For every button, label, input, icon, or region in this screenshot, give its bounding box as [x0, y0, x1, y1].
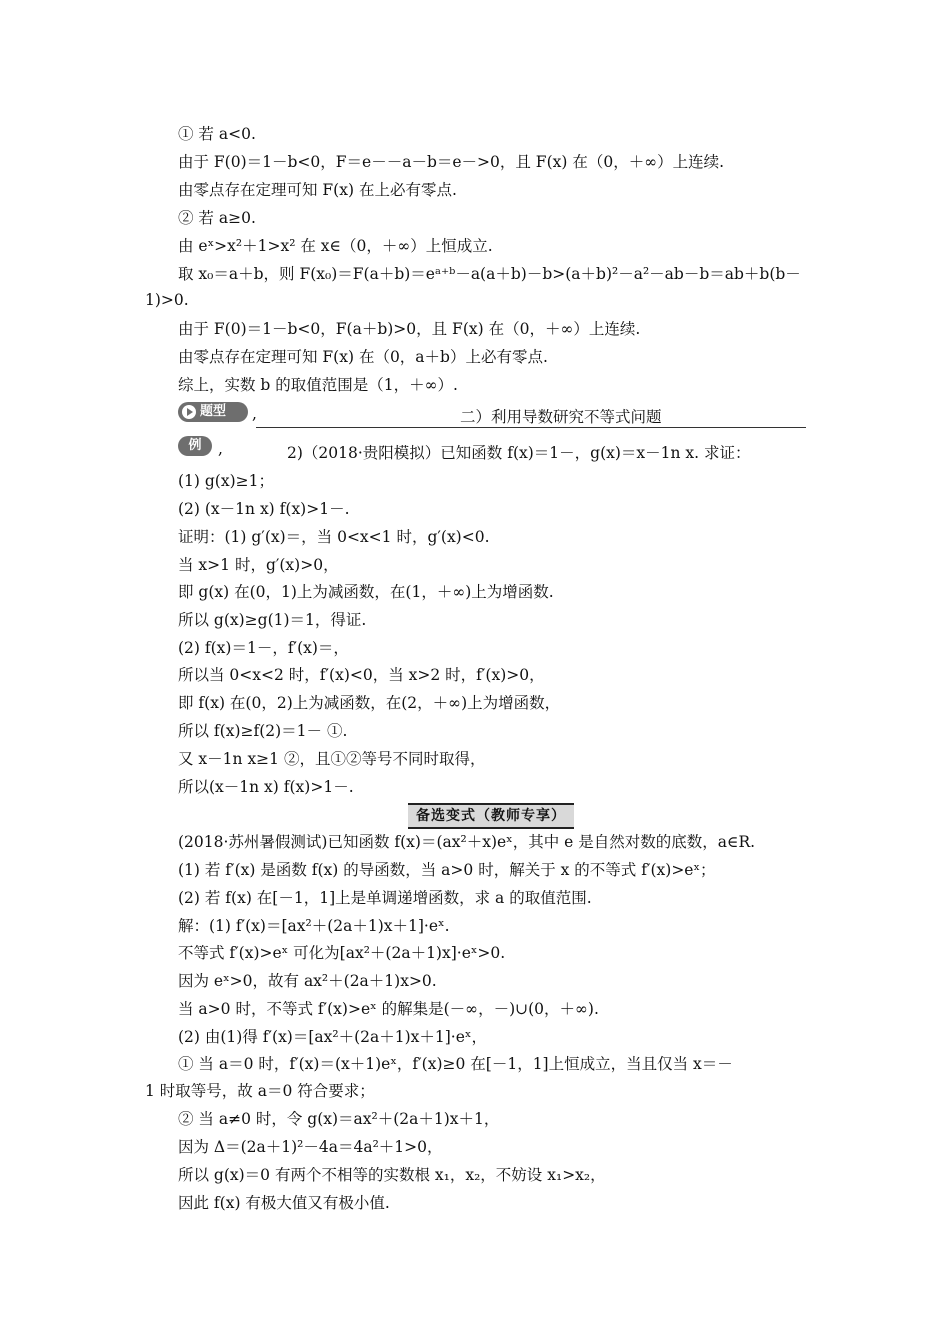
section-rule — [256, 427, 806, 428]
text-line: 所以当 0<x<2 时，f′(x)<0，当 x>2 时，f′(x)>0， — [178, 666, 545, 684]
text-line: 1 时取等号，故 a＝0 符合要求； — [145, 1082, 375, 1100]
text-line: 由于 F(0)＝1－b<0，F(a＋b)>0，且 F(x) 在（0，＋∞）上连续. — [178, 320, 641, 338]
text-line: (1) g(x)≥1； — [178, 472, 274, 490]
text-line: 又 x－1n x≥1 ②，且①②等号不同时取得， — [178, 750, 486, 768]
text-line: 1)>0. — [145, 291, 189, 309]
text-line: 综上，实数 b 的取值范围是（1，＋∞）. — [178, 376, 458, 394]
example-statement: 2)（2018·贵阳模拟）已知函数 f(x)＝1－，g(x)＝x－1n x. 求证： — [287, 444, 751, 462]
text-line: 所以 g(x)＝0 有两个不相等的实数根 x₁，x₂，不妨设 x₁>x₂， — [178, 1166, 606, 1184]
text-line: (2) 若 f(x) 在[－1，1]上是单调递增函数，求 a 的取值范围. — [178, 889, 592, 907]
example-tag: 例 — [178, 436, 212, 456]
tag-comma: , — [252, 405, 257, 423]
section-title: 二）利用导数研究不等式问题 — [460, 408, 662, 426]
topic-tag: 题型 — [178, 402, 248, 422]
text-line: 不等式 f′(x)>eˣ 可化为[ax²＋(2a＋1)x]·eˣ>0. — [178, 944, 506, 962]
play-icon — [182, 405, 196, 419]
variant-box-title: 备选变式（教师专享） — [408, 803, 574, 829]
text-line: 解：(1) f′(x)＝[ax²＋(2a＋1)x＋1]·eˣ. — [178, 917, 450, 935]
text-line: 所以(x－1n x) f(x)>1－. — [178, 778, 354, 796]
text-line: (2) f(x)＝1－，f′(x)＝， — [178, 639, 349, 657]
text-line: 由零点存在定理可知 F(x) 在（0，a＋b）上必有零点. — [178, 348, 548, 366]
text-line: 即 g(x) 在(0，1)上为减函数，在(1，＋∞)上为增函数. — [178, 583, 554, 601]
text-line: (1) 若 f′(x) 是函数 f(x) 的导函数，当 a>0 时，解关于 x 的不等式 f′(x)>eˣ； — [178, 861, 716, 879]
text-line: (2018·苏州暑假测试)已知函数 f(x)＝(ax²＋x)eˣ，其中 e 是自然对数的底数，a∈R. — [178, 833, 756, 851]
text-line: 所以 g(x)≥g(1)＝1，得证. — [178, 611, 367, 629]
text-line: 所以 f(x)≥f(2)＝1－ ①. — [178, 722, 348, 740]
text-line: 当 a>0 时，不等式 f′(x)>eˣ 的解集是(－∞，－)∪(0，＋∞). — [178, 1000, 599, 1018]
text-line: 即 f(x) 在(0，2)上为减函数，在(2，＋∞)上为增函数， — [178, 694, 561, 712]
text-line: (2) 由(1)得 f′(x)＝[ax²＋(2a＋1)x＋1]·eˣ， — [178, 1028, 487, 1046]
example-comma: , — [218, 440, 223, 458]
text-line: 由 eˣ>x²＋1>x² 在 x∈（0，＋∞）上恒成立. — [178, 237, 493, 255]
text-line: 因此 f(x) 有极大值又有极小值. — [178, 1194, 390, 1212]
text-line: 由于 F(0)＝1－b<0，F＝e－－a－b＝e－>0，且 F(x) 在（0，＋∞）上连续. — [178, 153, 725, 171]
text-line: ② 若 a≥0. — [178, 209, 256, 227]
text-line: 证明：(1) g′(x)＝，当 0<x<1 时，g′(x)<0. — [178, 528, 490, 546]
text-line: ② 当 a≠0 时，令 g(x)＝ax²＋(2a＋1)x＋1， — [178, 1110, 500, 1128]
text-line: ① 若 a<0. — [178, 125, 256, 143]
text-line: ① 当 a＝0 时，f′(x)＝(x＋1)eˣ，f′(x)≥0 在[－1，1]上恒成立，当且仅当 x＝－ — [178, 1055, 733, 1073]
text-line: 因为 eˣ>0，故有 ax²＋(2a＋1)x>0. — [178, 972, 437, 990]
text-line: 由零点存在定理可知 F(x) 在上必有零点. — [178, 181, 457, 199]
text-line: (2) (x－1n x) f(x)>1－. — [178, 500, 350, 518]
text-line: 因为 Δ＝(2a＋1)²－4a＝4a²＋1>0， — [178, 1138, 443, 1156]
text-line: 取 x₀＝a＋b，则 F(x₀)＝F(a＋b)＝eᵃ⁺ᵇ－a(a＋b)－b>(a＋b)²－a²－ab－b＝ab＋b(b－ — [178, 265, 801, 283]
text-line: 当 x>1 时，g′(x)>0， — [178, 556, 339, 574]
